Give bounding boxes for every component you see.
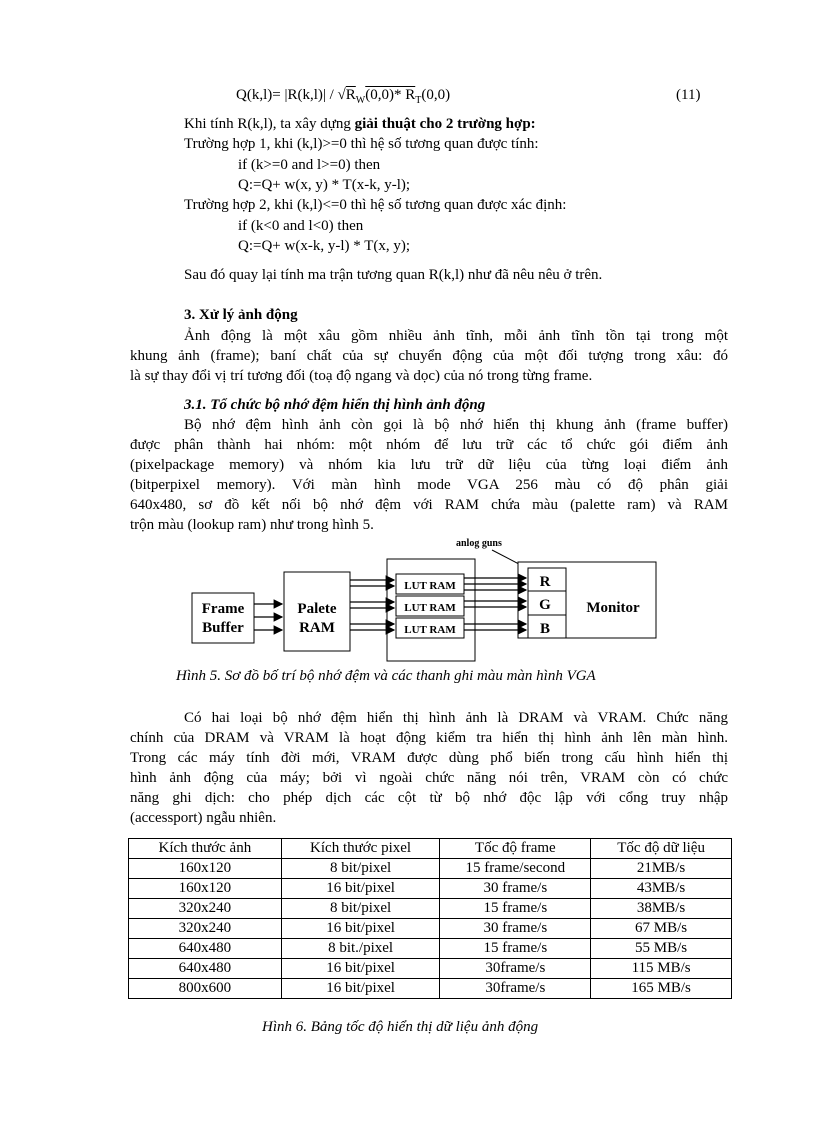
table-cell: 16 bit/pixel [281, 919, 440, 939]
analog-guns-label: anlog guns [456, 538, 502, 549]
section3-line: là sự thay đổi vị trí tương đối (toạ độ ngang và dọc) của nó trong từng frame. [130, 368, 593, 384]
algo-case1: Trường hợp 1, khi (k,l)>=0 thì hệ số tương quan được tính: [184, 136, 539, 152]
table-cell: 160x120 [129, 859, 282, 879]
lut-ram-label: LUT RAM [404, 602, 456, 614]
section31-line: 640x480, sơ đồ kết nối bộ nhớ đệm với RAM chứa màu (palette ram) và RAM [130, 497, 728, 513]
table-cell: 16 bit/pixel [281, 879, 440, 899]
palete-ram-label: Palete [297, 601, 337, 617]
frame-buffer-label: Frame [201, 601, 245, 617]
dram-line: năng ghi dịch: cho phép dịch các cột từ bộ nhớ độc lập với cổng truy nhập [130, 790, 728, 806]
section31-heading: 3.1. Tổ chức bộ nhớ đệm hiển thị hình ảnh động [184, 397, 486, 413]
section3-line: Ảnh động là một xâu gồm nhiều ảnh tĩnh, mỗi ảnh tĩnh tồn tại trong một [184, 328, 728, 344]
algo-case1-assign: Q:=Q+ w(x, y) * T(x-k, y-l); [238, 177, 411, 193]
vga-diagram [0, 532, 816, 662]
table-header: Kích thước pixel [281, 839, 440, 859]
table-cell: 8 bit./pixel [281, 939, 440, 959]
dram-line: hình ảnh động của máy; bởi vì ngoài chức năng nói trên, VRAM còn có chức [130, 770, 728, 786]
palete-ram-label: RAM [299, 620, 335, 636]
table-row [129, 959, 732, 979]
table-cell: 30 frame/s [440, 919, 591, 939]
section31-line: Bộ nhớ đệm hình ảnh còn gọi là bộ nhớ hiển thị khung ảnh (frame buffer) [184, 417, 728, 433]
dram-line: (accessport) ngẫu nhiên. [130, 810, 277, 826]
table-cell: 15 frame/s [440, 939, 591, 959]
section31-line: trộn màu (lookup ram) như trong hình 5. [130, 517, 374, 533]
table-cell: 320x240 [129, 899, 282, 919]
table-row [129, 979, 732, 999]
frame-rate-table [128, 838, 732, 999]
table-cell: 8 bit/pixel [281, 859, 440, 879]
table-cell: 30frame/s [440, 979, 591, 999]
table-row [129, 879, 732, 899]
table-row [129, 859, 732, 879]
section31-line: (pixelpackage memory) và nhóm kia lưu trữ dữ liệu của từng loại điểm ảnh [130, 457, 728, 473]
formula-lhs-close: )| / √ [317, 87, 346, 103]
figure6-caption: Hình 6. Bảng tốc độ hiển thị dữ liệu ảnh động [262, 1019, 539, 1035]
section31-line: được phân thành hai nhóm: một nhóm để lưu trữ các tổ chức gói điểm ảnh [130, 437, 728, 453]
section3-paragraph [130, 326, 728, 386]
frame-buffer-label: Buffer [202, 620, 244, 636]
algo-case1-if: if (k>=0 and l>=0) then [238, 157, 381, 173]
section3-heading: 3. Xử lý ảnh động [184, 307, 298, 323]
rgb-label-r: R [539, 574, 551, 590]
formula-number: (11) [676, 87, 701, 103]
section3-line: khung ảnh (frame); baní chất của sự chuyển động của một đối tượng trong xâu: đó [130, 348, 728, 364]
table-cell: 43MB/s [591, 879, 732, 899]
table-cell: 15 frame/s [440, 899, 591, 919]
table-cell: 640x480 [129, 939, 282, 959]
table-cell: 38MB/s [591, 899, 732, 919]
table-header-row [129, 839, 732, 859]
lut-ram-label: LUT RAM [404, 624, 456, 636]
arrows-fb-to-palete [254, 604, 282, 630]
dram-line: Có hai loại bộ nhớ đệm hiển thị hình ảnh là DRAM và VRAM. Chức năng [184, 710, 728, 726]
table-header: Kích thước ảnh [129, 839, 282, 859]
algo-intro-bold: giải thuật cho 2 trường hợp: [354, 116, 536, 132]
table-cell: 15 frame/second [440, 859, 591, 879]
table-cell: 21MB/s [591, 859, 732, 879]
lut-ram-label: LUT RAM [404, 580, 456, 592]
table-row [129, 919, 732, 939]
monitor-label: Monitor [586, 600, 640, 616]
dram-line: chính của DRAM và VRAM là hoạt động kiểm tra hiển thị hình ảnh lên màn hình. [130, 730, 728, 746]
formula-11 [236, 85, 450, 111]
table-cell: 160x120 [129, 879, 282, 899]
figure5-caption: Hình 5. Sơ đồ bố trí bộ nhớ đệm và các thanh ghi màu màn hình VGA [176, 668, 596, 684]
table-cell: 115 MB/s [591, 959, 732, 979]
rgb-label-g: G [539, 597, 551, 613]
table-cell: 16 bit/pixel [281, 959, 440, 979]
table-cell: 16 bit/pixel [281, 979, 440, 999]
dram-paragraph [130, 708, 728, 828]
section31-paragraph [130, 415, 728, 535]
algo-case2: Trường hợp 2, khi (k,l)<=0 thì hệ số tương quan được xác định: [184, 197, 567, 213]
section31-line: (bitperpixel memory). Với màn hình mode VGA 256 màu có độ phân giải [130, 477, 728, 493]
table-header: Tốc độ frame [440, 839, 591, 859]
formula-rw: R [345, 87, 356, 103]
table-cell: 800x600 [129, 979, 282, 999]
table-row [129, 899, 732, 919]
formula-t-sub: T [415, 95, 422, 106]
algo-intro [184, 114, 536, 134]
table-row [129, 939, 732, 959]
table-cell: 320x240 [129, 919, 282, 939]
dram-line: Trong các máy tính đời mới, VRAM được dùng phổ biến trong cấu hình hiển thị [130, 750, 728, 766]
algo-case2-assign: Q:=Q+ w(x-k, y-l) * T(x, y); [238, 238, 411, 254]
table-cell: 640x480 [129, 959, 282, 979]
algo-case2-if: if (k<0 and l<0) then [238, 218, 364, 234]
formula-t-args: (0,0) [421, 87, 451, 103]
formula-lhs: Q(k,l)= |R(k,l [236, 87, 318, 103]
table-cell: 165 MB/s [591, 979, 732, 999]
table-cell: 67 MB/s [591, 919, 732, 939]
table-cell: 30 frame/s [440, 879, 591, 899]
table-cell: 55 MB/s [591, 939, 732, 959]
algo-intro-plain: Khi tính R(k,l), ta xây dựng [184, 116, 355, 132]
formula-w-args: (0,0)* R [365, 87, 416, 103]
formula-w-sub: W [355, 95, 366, 106]
algo-after: Sau đó quay lại tính ma trận tương quan R(k,l) như đã nêu nêu ở trên. [184, 267, 603, 283]
rgb-label-b: B [539, 621, 551, 637]
table-cell: 8 bit/pixel [281, 899, 440, 919]
table-header: Tốc độ dữ liệu [591, 839, 732, 859]
table-cell: 30frame/s [440, 959, 591, 979]
